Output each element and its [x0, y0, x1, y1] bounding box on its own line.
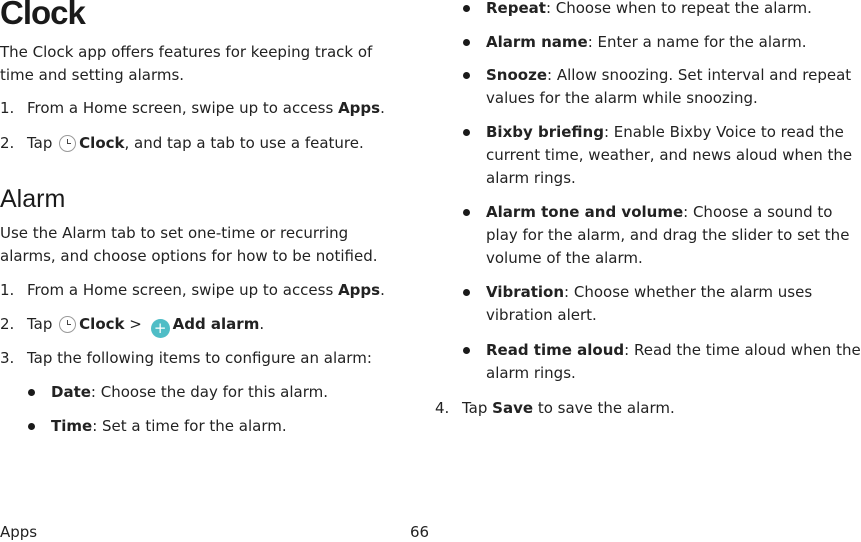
bullet-dot [463, 209, 470, 216]
add-icon: + [151, 319, 170, 338]
bullet-dot [463, 347, 470, 354]
bullet-dot [463, 129, 470, 136]
clock-icon [59, 316, 76, 333]
bullet-dot [463, 289, 470, 296]
page-title: Clock [0, 0, 85, 31]
bullet-dot [28, 423, 35, 430]
bullet-dot [28, 389, 35, 396]
bullet-dot [463, 72, 470, 79]
bullet-dot [463, 39, 470, 46]
footer-section-label: Apps [0, 523, 38, 541]
footer-page-number: 66 [410, 523, 430, 541]
alarm-intro-paragraph: Use the Alarm tab to set one-time or recurring alarms, and choose options for how to be notified. [0, 224, 378, 265]
alarm-heading: Alarm [0, 185, 66, 213]
bullet-dot [463, 5, 470, 12]
clock-icon [59, 135, 76, 152]
intro-paragraph: The Clock app offers features for keeping track of time and setting alarms. [0, 43, 373, 84]
